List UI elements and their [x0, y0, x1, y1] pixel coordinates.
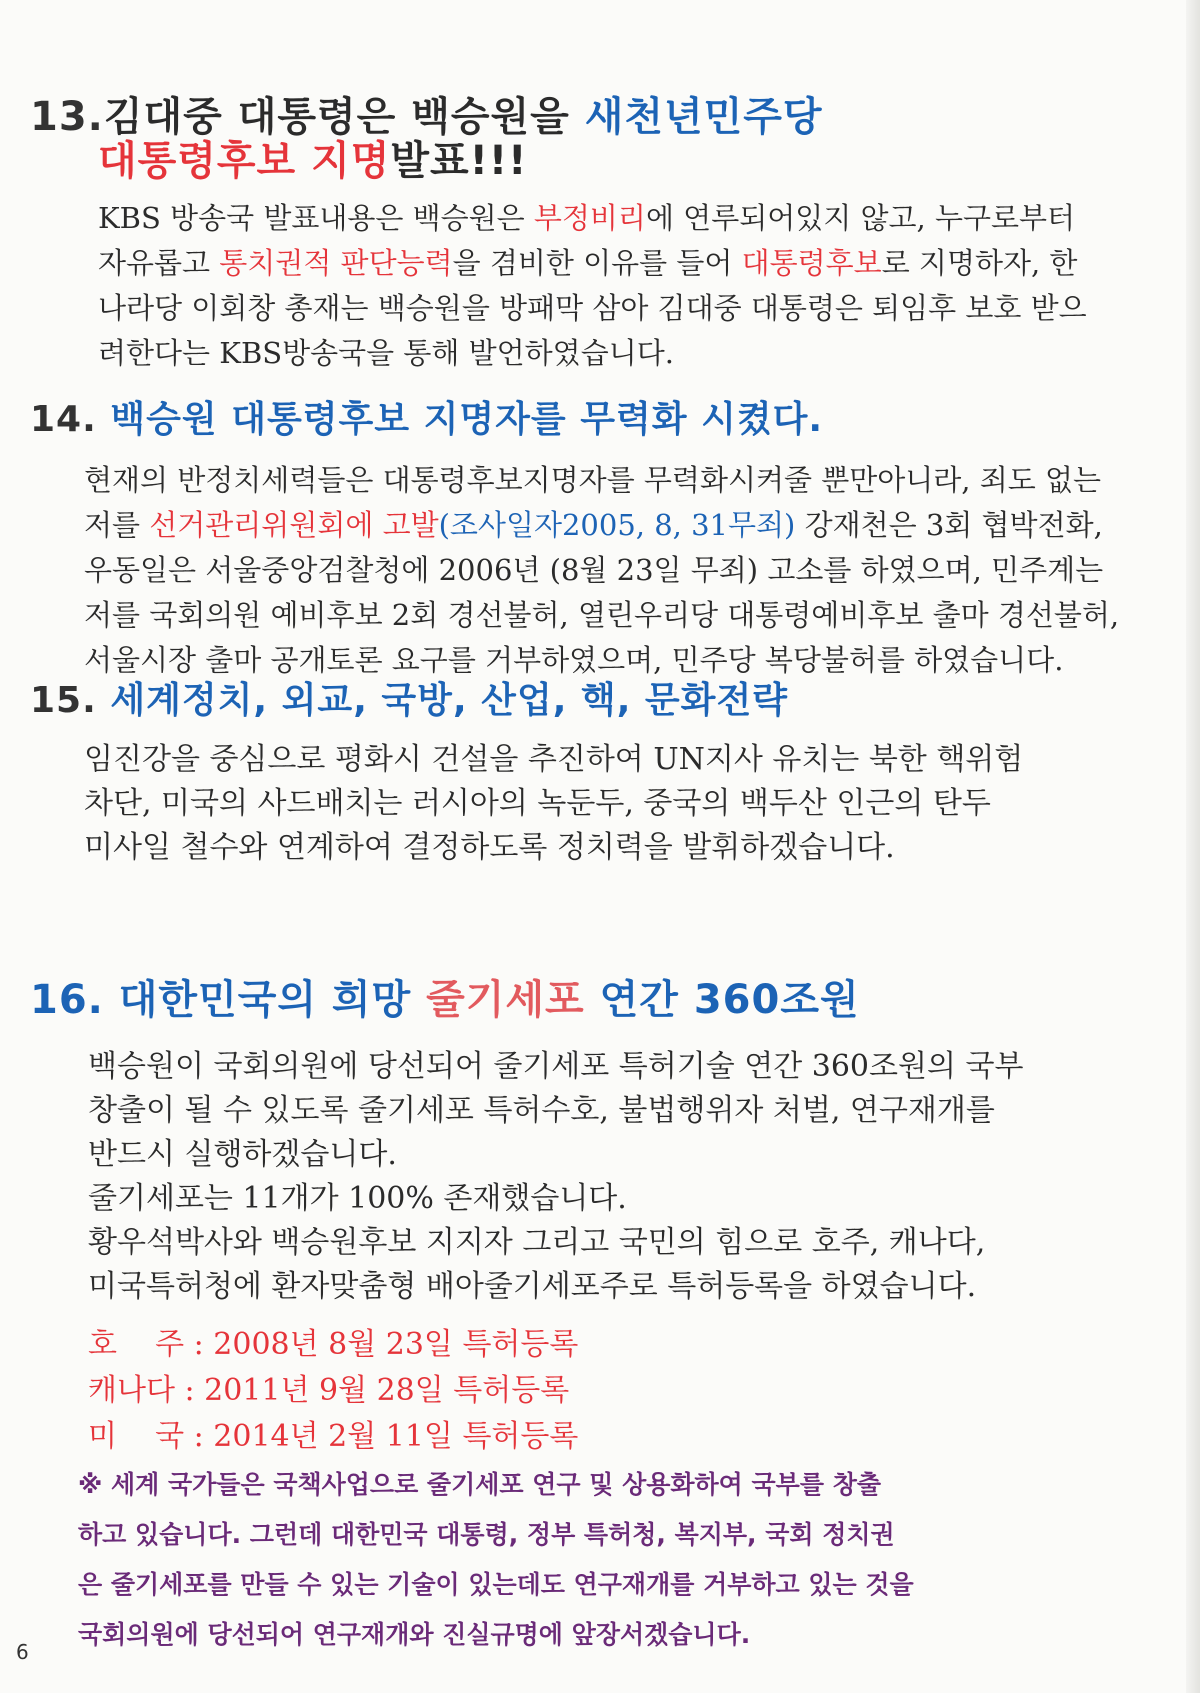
text-line: 백승원이 국회의원에 당선되어 줄기세포 특허기술 연간 360조원의 국부 [88, 1049, 1024, 1084]
text: 에 연루되어있지 않고, 누구로부터 [645, 201, 1076, 235]
heading-highlight-red: 대통령후보 지명 [98, 138, 391, 184]
text-line: 창출이 될 수 있도록 줄기세포 특허수호, 불법행위자 처벌, 연구재개를 [88, 1093, 995, 1128]
note-line: ※ 세계 국가들은 국책사업으로 줄기세포 연구 및 상용화하여 국부를 창출 [78, 1470, 881, 1499]
text: 저를 [84, 508, 150, 542]
section-15-body [84, 738, 1164, 870]
text-line: 저를 국회의원 예비후보 2회 경선불허, 열린우리당 대통령예비후보 출마 경선불허, [84, 598, 1120, 632]
section-13-heading [30, 92, 823, 142]
text-line: 반드시 실행하겠습니다. [88, 1137, 397, 1172]
text: KBS 방송국 발표내용은 백승원은 [98, 201, 534, 235]
text-line: 미사일 철수와 연계하여 결정하도록 정치력을 발휘하겠습니다. [84, 830, 895, 865]
page-number: 6 [16, 1640, 29, 1664]
text-line: 우동일은 서울중앙검찰청에 2006년 (8월 23일 무죄) 고소를 하였으며, 민주계는 [84, 553, 1104, 587]
heading-highlight: 새천년민주당 [584, 94, 823, 140]
heading-highlight-red: 줄기세포 [426, 977, 585, 1023]
patent-usa: 미 국 : 2014년 2월 11일 특허등록 [88, 1419, 579, 1454]
patent-australia: 호 주 : 2008년 8월 23일 특허등록 [88, 1327, 579, 1362]
highlight: 부정비리 [533, 201, 646, 235]
heading-text: 발표!!! [390, 138, 528, 184]
text-line: 서울시장 출마 공개토론 요구를 거부하였으며, 민주당 복당불허를 하였습니다. [84, 643, 1064, 677]
heading-text: 세계정치, 외교, 국방, 산업, 핵, 문화전략 [110, 680, 789, 721]
highlight: 선거관리위원회에 고발 [149, 508, 439, 542]
text-line: 황우석박사와 백승원후보 지지자 그리고 국민의 힘으로 호주, 캐나다, [88, 1225, 986, 1260]
patent-canada: 캐나다 : 2011년 9월 28일 특허등록 [88, 1373, 570, 1408]
section-16-note [78, 1460, 1138, 1660]
note-line: 은 줄기세포를 만들 수 있는 기술이 있는데도 연구재개를 거부하고 있는 것을 [78, 1570, 914, 1599]
section-number: 13. [30, 94, 104, 140]
heading-text: 대한민국의 희망 [118, 977, 427, 1023]
text: 자유롭고 [98, 246, 220, 280]
section-16-heading [30, 975, 860, 1025]
section-number: 15. [30, 680, 97, 721]
section-14-body [84, 458, 1164, 683]
heading-text: 김대중 대통령은 백승원을 [103, 94, 585, 140]
text-line: 현재의 반정치세력들은 대통령후보지명자를 무력화시켜줄 뿐만아니라, 죄도 없는 [84, 463, 1102, 497]
text-line: 차단, 미국의 사드배치는 러시아의 녹둔두, 중국의 백두산 인근의 탄두 [84, 786, 991, 821]
text-line: 줄기세포는 11개가 100% 존재했습니다. [88, 1181, 627, 1216]
text: 을 겸비한 이유를 들어 [452, 246, 742, 280]
text: 로 지명하자, 한 [881, 246, 1078, 280]
note-line: 국회의원에 당선되어 연구재개와 진실규명에 앞장서겠습니다. [78, 1620, 751, 1649]
text-line: 미국특허청에 환자맞춤형 배아줄기세포주로 특허등록을 하였습니다. [88, 1269, 977, 1304]
page-edge-shadow [1186, 0, 1200, 1693]
heading-text: 연간 360조원 [584, 977, 860, 1023]
highlight: 대통령후보 [741, 246, 882, 280]
section-16-body [88, 1045, 1168, 1309]
note-line: 하고 있습니다. 그런데 대한민국 대통령, 정부 특허청, 복지부, 국회 정치권 [78, 1520, 895, 1549]
section-number: 16. [30, 977, 104, 1023]
text-line: 려한다는 KBS방송국을 통해 발언하였습니다. [98, 336, 674, 370]
text: 강재천은 3회 협박전화, [795, 508, 1103, 542]
section-13-heading-line2 [98, 136, 527, 186]
section-15-heading [30, 676, 788, 726]
section-13-body [98, 196, 1178, 376]
section-number: 14. [30, 399, 97, 440]
section-14-heading [30, 395, 823, 445]
highlight-blue: (조사일자2005, 8, 31무죄) [438, 508, 796, 542]
text-line: 임진강을 중심으로 평화시 건설을 추진하여 UN지사 유치는 북한 핵위험 [84, 742, 1024, 777]
text-line: 나라당 이회창 총재는 백승원을 방패막 삼아 김대중 대통령은 퇴임후 보호 받으 [98, 291, 1087, 325]
highlight: 통치권적 판단능력 [219, 246, 453, 280]
heading-text: 백승원 대통령후보 지명자를 무력화 시켰다. [110, 399, 824, 440]
